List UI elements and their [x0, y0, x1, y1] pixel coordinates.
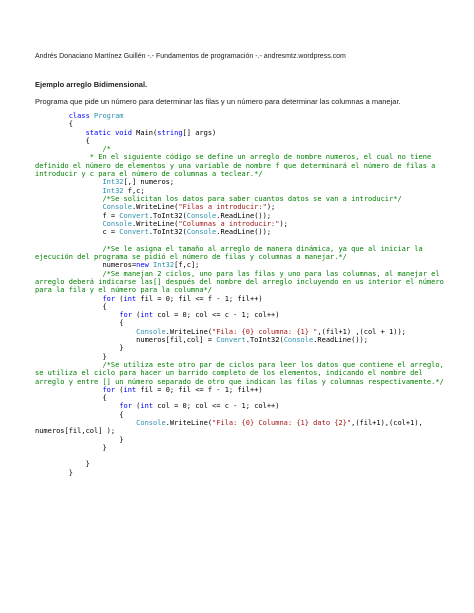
- code-comment: /*Se utiliza este otro par de ciclos para leer los datos que contiene el arreglo, se utiliza el ciclo para hacer un barrido completo de los elementos, indicando el nombre del arreglo y entre [] un número separado de otro que indican las filas y columnas respectivamente.*/: [35, 360, 449, 386]
- document-title: Ejemplo arreglo Bidimensional.: [35, 80, 148, 89]
- code-comment: /* * En el siguiente código se define un arreglo de nombre numeros, el cual no tiene definido el número de elementos y una variable de nombre f que determinará el número de filas a introducir y c para el número de columnas a teclear.*/: [35, 145, 436, 179]
- code-block: class Program { static void Main(string[] args) { /* * En el siguiente código se define un arreglo de nombre numeros, el cual no tiene definido el número de elementos y una variable de nombre f que determinará el número de filas a introducir y c para el número de columnas a teclear.*/ Int32[,] numeros; Int32 f,c; /*Se solicitan los datos para saber cuantos datos se van a introducir*/ Console.WriteLine("Filas a introducir:"); f = Convert.ToInt32(Console.ReadLine()); Console.WriteLine("Columnas a introducir:"); c = Convert.ToInt32(Console.ReadLine()); /*Se le asigna el tamaño al arreglo de manera dinámica, ya que al iniciar la ejecución del programa se pidió el número de filas y columnas a manejar.*/ numeros=new Int32[f,c]; /*Se manejan 2 ciclos, uno para las filas y uno para las columnas, al manejar el arreglo deberá indicarse las[] después del nombre del arreglo incluyendo en us interior el número para la fila y el número para la columna*/ for (int fil = 0; fil <= f - 1; fil++) { for (int col = 0; col <= c - 1; col++) { Console.WriteLine("Fila: {0} columna: {1} ",(fil+1) ,(col + 1)); numeros[fil,col] = Convert.ToInt32(Console.ReadLine()); } } /*Se utiliza este otro par de ciclos para leer los datos que contiene el arreglo, se utiliza el ciclo para hacer un barrido completo de los elementos, indicando el nombre del arreglo y entre [] un número separado de otro que indican las filas y columnas respectivamente.*/ for (int fil = 0; fil <= f - 1; fil++) { for (int col = 0; col <= c - 1; col++) { Console.WriteLine("Fila: {0} Columna: {1} dato {2}",(fil+1),(col+1), numeros[fil,col] ); } } } }: [35, 112, 449, 477]
- intro-paragraph: Programa que pide un número para determinar las filas y un número para determinar las columnas a manejar.: [35, 97, 401, 106]
- code-comment: /*Se solicitan los datos para saber cuantos datos se van a introducir*/: [102, 194, 402, 203]
- code-comment: /*Se manejan 2 ciclos, uno para las filas y uno para las columnas, al manejar el arreglo deberá indicarse las[] después del nombre del arreglo incluyendo en us interior el número para la fila y el número para la columna*/: [35, 269, 449, 295]
- code-comment: /*Se le asigna el tamaño al arreglo de manera dinámica, ya que al iniciar la ejecución del programa se pidió el número de filas y columnas a manejar.*/: [35, 244, 427, 262]
- page-header: Andrés Donaciano Martínez Guillén -.- Fundamentos de programación -.- andresmtz.wordpress.com: [35, 53, 346, 60]
